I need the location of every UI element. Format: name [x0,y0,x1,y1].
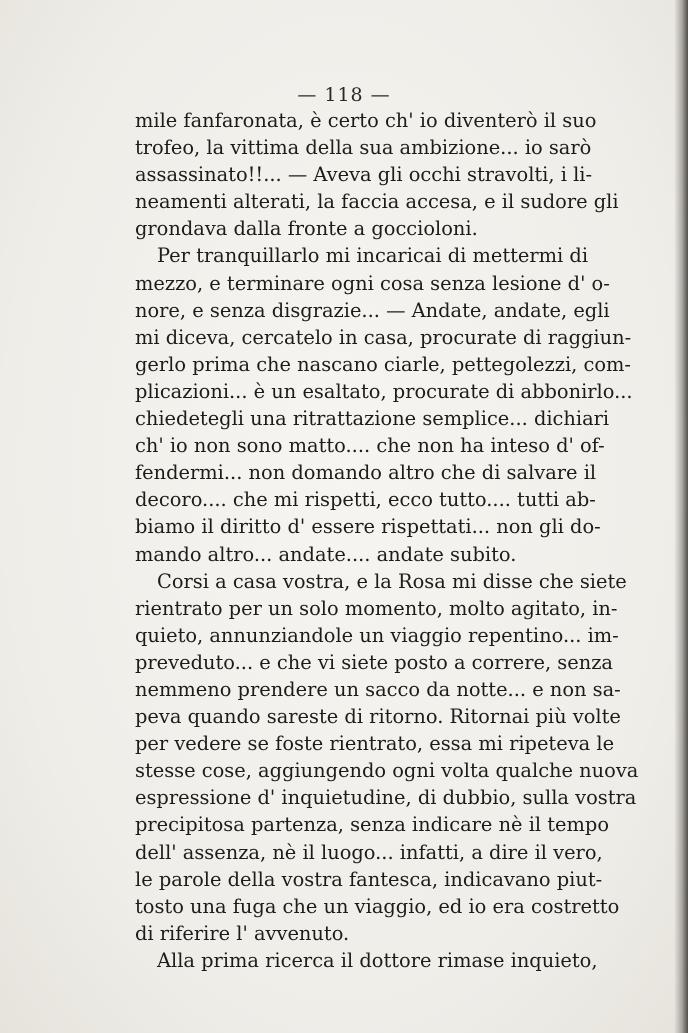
text-line: quieto, annunziandole un viaggio repentino... im- [135,623,619,647]
text-line: mi diceva, cercatelo in casa, procurate di raggiun- [135,325,632,349]
text-line: assassinato!!... — Aveva gli occhi stravolti, i li- [135,163,593,187]
text-line: chiedetegli una ritrattazione semplice... dichiari [135,407,610,431]
body-text [135,107,639,974]
text-line: neamenti alterati, la faccia accesa, e il sudore gli [135,190,619,214]
text-line: ch' io non sono matto.... che non ha inteso d' of- [135,434,605,458]
text-line: peva quando sareste di ritorno. Ritornai più volte [135,705,621,729]
text-line: plicazioni... è un esaltato, procurate di abbonirlo... [135,379,633,403]
page-edge-shadow [674,0,688,1033]
page-number: — 118 — [297,84,391,106]
text-line: mile fanfaronata, è certo ch' io diventerò il suo [135,109,597,132]
text-line: stesse cose, aggiungendo ogni volta qualche nuova [135,759,639,783]
text-line: espressione d' inquietudine, di dubbio, sulla vostra [135,786,637,810]
text-line: grondava dalla fronte a goccioloni. [135,217,478,241]
text-line: le parole della vostra fantesca, indicavano piut- [135,867,603,891]
text-line: preveduto... e che vi siete posto a correre, senza [135,650,613,674]
text-line: tosto una fuga che un viaggio, ed io era costretto [135,894,620,918]
text-line: nemmeno prendere un sacco da notte... e non sa- [135,677,621,701]
text-line: per vedere se foste rientrato, essa mi ripeteva le [135,732,615,756]
text-line: precipitosa partenza, senza indicare nè il tempo [135,813,610,837]
text-line: Alla prima ricerca il dottore rimase inquieto, [157,948,598,972]
text-line: dell' assenza, nè il luogo... infatti, a dire il vero, [135,840,603,864]
text-line: rientrato per un solo momento, molto agitato, in- [135,596,618,620]
text-line: Corsi a casa vostra, e la Rosa mi disse che siete [157,569,627,593]
text-line: trofeo, la vittima della sua ambizione... io sarò [135,136,592,160]
text-line: Per tranquillarlo mi incaricai di mettermi di [157,244,589,268]
text-line: gerlo prima che nascano ciarle, pettegolezzi, com- [135,352,631,376]
text-line: decoro.... che mi rispetti, ecco tutto.... tutti ab- [135,488,596,512]
text-line: di riferire l' avvenuto. [135,921,350,945]
text-line: nore, e senza disgrazie... — Andate, andate, egli [135,298,610,322]
text-line: mezzo, e terminare ogni cosa senza lesione d' o- [135,271,610,295]
text-line: mando altro... andate.... andate subito. [135,542,517,566]
text-line: fendermi... non domando altro che di salvare il [135,461,597,485]
text-line: biamo il diritto d' essere rispettati... non gli do- [135,515,601,539]
